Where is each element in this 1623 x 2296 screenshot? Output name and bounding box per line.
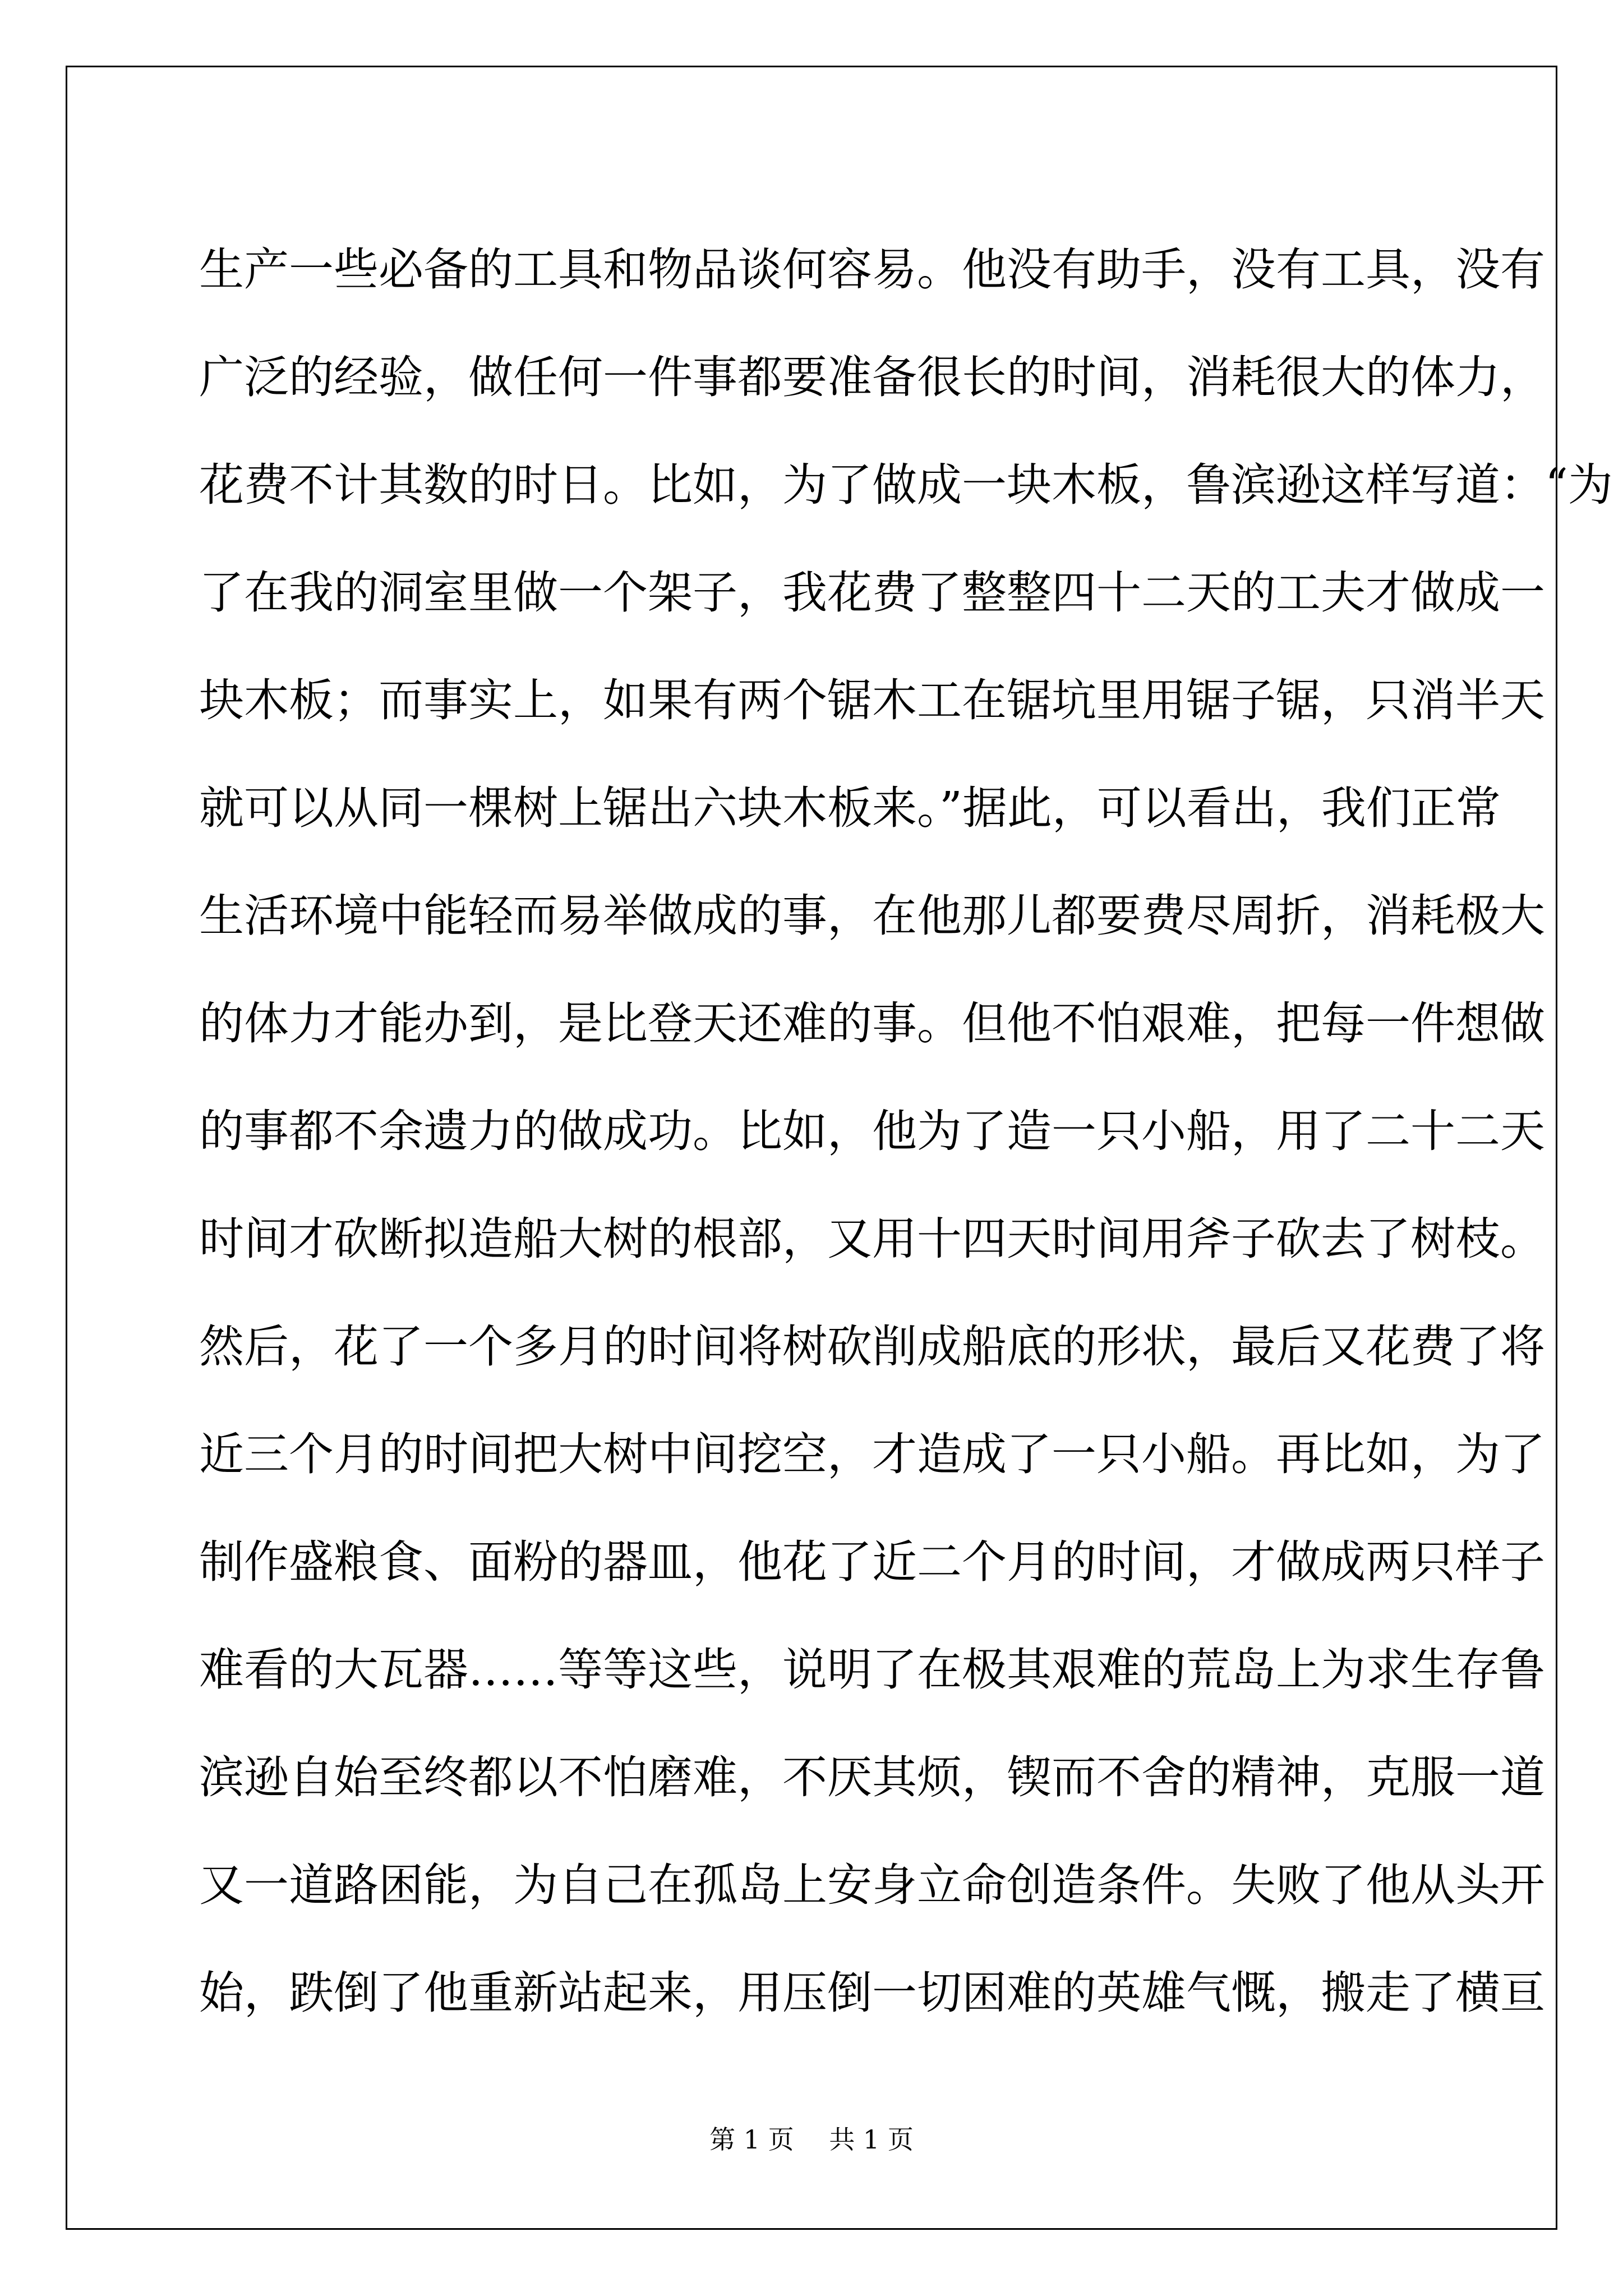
- page-footer: [0, 2119, 1623, 2156]
- text-line-17: 始，跌倒了他重新站起来，用压倒一切困难的英雄气慨，搬走了横亘: [199, 1967, 1545, 2019]
- text-line-8: 的体力才能办到，是比登天还难的事。但他不怕艰难，把每一件想做: [199, 997, 1545, 1050]
- text-line-10: 时间才砍断拟造船大树的根部，又用十四天时间用斧子砍去了树枝。: [199, 1213, 1545, 1265]
- text-line-5: 块木板；而事实上，如果有两个锯木工在锯坑里用锯子锯，只消半天: [199, 674, 1545, 726]
- text-line-3: 花费不计其数的时日。比如，为了做成一块木板，鲁滨逊这样写道：“为: [199, 459, 1613, 511]
- text-line-2: 广泛的经验，做任何一件事都要准备很长的时间，消耗很大的体力，: [199, 351, 1545, 403]
- text-line-9: 的事都不余遗力的做成功。比如，他为了造一只小船，用了二十二天: [199, 1105, 1545, 1157]
- text-line-12: 近三个月的时间把大树中间挖空，才造成了一只小船。再比如，为了: [199, 1428, 1545, 1480]
- text-line-14: 难看的大瓦器……等等这些，说明了在极其艰难的荒岛上为求生存鲁: [199, 1644, 1545, 1696]
- text-line-13: 制作盛粮食、面粉的器皿，他花了近二个月的时间，才做成两只样子: [199, 1536, 1545, 1588]
- page-total: 共 1 页: [829, 2124, 914, 2155]
- text-line-7: 生活环境中能轻而易举做成的事，在他那儿都要费尽周折，消耗极大: [199, 890, 1545, 942]
- text-line-6: 就可以从同一棵树上锯出六块木板来。”据此，可以看出，我们正常: [199, 782, 1501, 834]
- text-line-16: 又一道路困能，为自己在孤岛上安身立命创造条件。失败了他从头开: [199, 1859, 1545, 1911]
- text-line-1: 生产一些必备的工具和物品谈何容易。他没有助手，没有工具，没有: [199, 243, 1545, 296]
- text-line-4: 了在我的洞室里做一个架子，我花费了整整四十二天的工夫才做成一: [199, 567, 1545, 619]
- text-line-15: 滨逊自始至终都以不怕磨难，不厌其烦，锲而不舍的精神，克服一道: [199, 1751, 1545, 1803]
- text-line-11: 然后，花了一个多月的时间将树砍削成船底的形状，最后又花费了将: [199, 1320, 1545, 1373]
- body-text: [199, 216, 1613, 2047]
- page-number: 第 1 页: [709, 2124, 794, 2155]
